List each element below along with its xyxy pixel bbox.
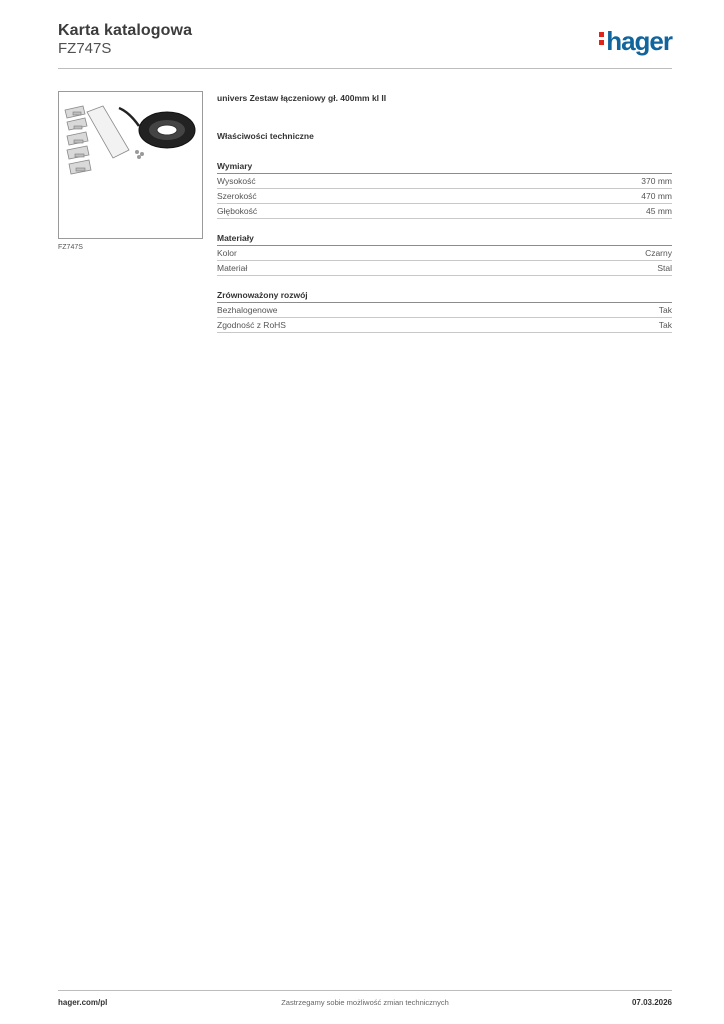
hager-logo — [599, 28, 672, 54]
spec-label: Szerokość — [217, 191, 257, 201]
spec-value: Tak — [658, 305, 672, 315]
spec-value: 370 mm — [641, 176, 672, 186]
spec-label: Zgodność z RoHS — [217, 320, 286, 330]
spec-value: Czarny — [645, 248, 672, 258]
spec-row — [217, 261, 672, 276]
spec-row — [217, 204, 672, 219]
product-details — [217, 93, 672, 333]
document-title: Karta katalogowa — [58, 22, 193, 39]
spec-value: 45 mm — [646, 206, 672, 216]
specs-section-title: Właściwości techniczne — [217, 131, 314, 141]
spec-row — [217, 246, 672, 261]
spec-row — [217, 174, 672, 189]
spec-row — [217, 318, 672, 333]
footer-date: 07.03.2026 — [631, 998, 672, 1007]
logo-text: hager — [606, 26, 672, 56]
spec-row — [217, 303, 672, 318]
product-name: univers Zestaw łączeniowy gł. 400mm kl II — [217, 93, 387, 103]
spec-label: Materiał — [217, 263, 248, 273]
product-image — [58, 91, 203, 239]
image-caption: FZ747S — [58, 244, 83, 251]
logo-dots-icon — [599, 29, 604, 48]
spec-label: Kolor — [217, 248, 237, 258]
spec-label: Bezhalogenowe — [217, 305, 278, 315]
footer-url-link[interactable]: hager.com/pl — [58, 998, 108, 1007]
footer-note: Zastrzegamy sobie możliwość zmian technicznych — [281, 998, 449, 1007]
spec-value: Stal — [657, 263, 672, 273]
spec-row — [217, 189, 672, 204]
header-divider — [58, 68, 672, 69]
spec-label: Wysokość — [217, 176, 256, 186]
spec-value: 470 mm — [641, 191, 672, 201]
spec-label: Głębokość — [217, 206, 258, 216]
group-title-dimensions: Wymiary — [217, 161, 672, 174]
page-header — [58, 20, 672, 70]
spec-value: Tak — [658, 320, 672, 330]
group-title-materials: Materiały — [217, 233, 672, 246]
group-title-sustainability: Zrównoważony rozwój — [217, 290, 672, 303]
product-illustration — [59, 92, 202, 238]
footer-divider — [58, 990, 672, 991]
product-code: FZ747S — [58, 40, 112, 57]
